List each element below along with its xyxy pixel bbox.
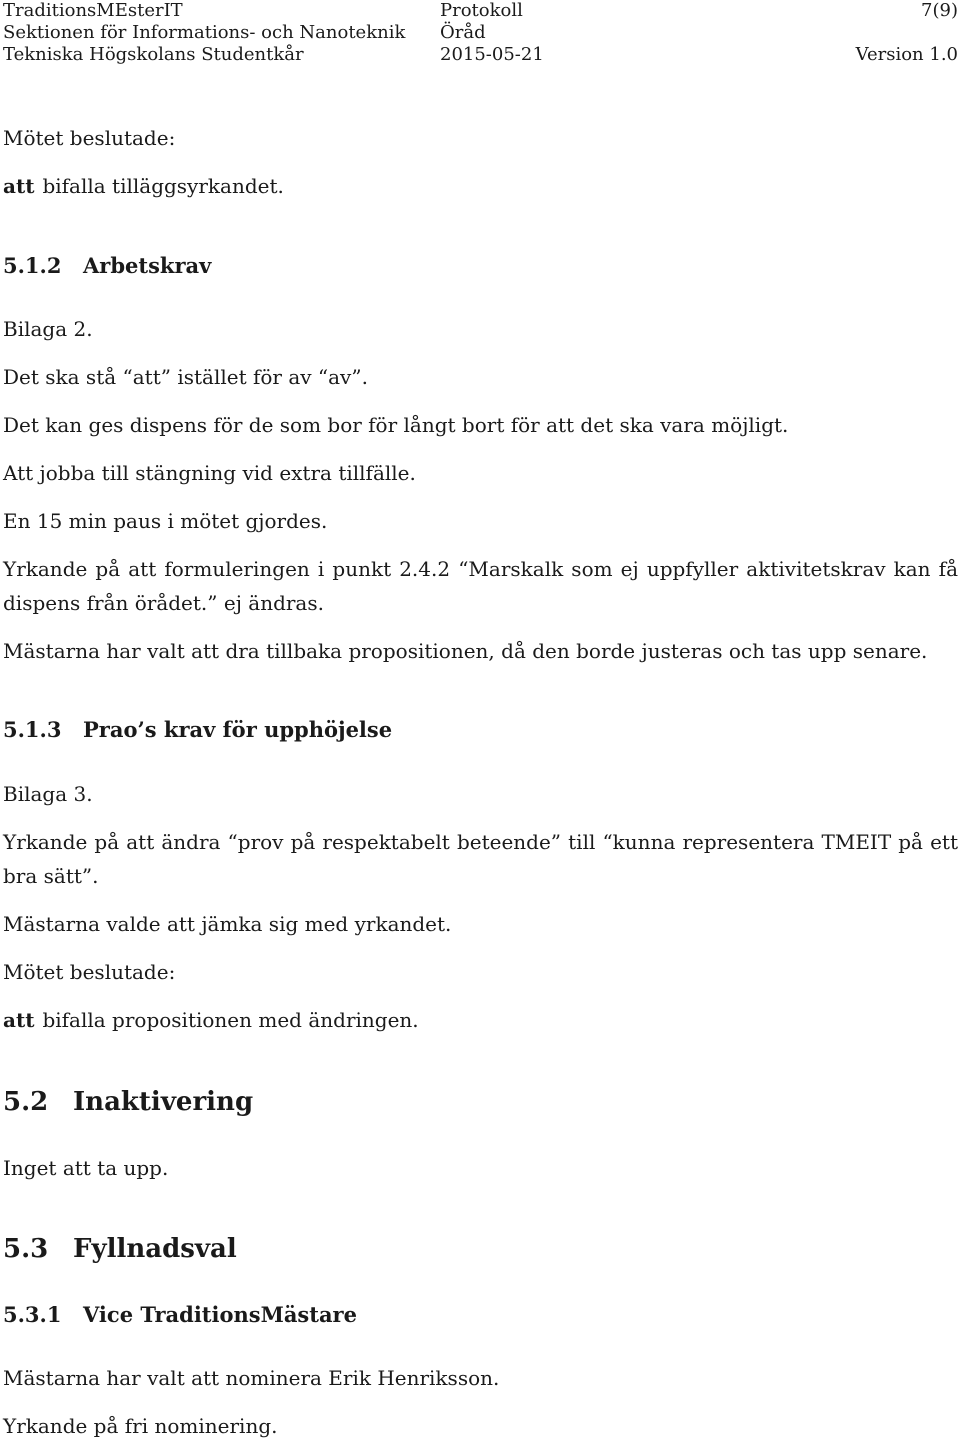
paragraph: Yrkande på fri nominering. — [3, 1414, 278, 1438]
paragraph-attachment: Bilaga 2. — [3, 317, 93, 341]
header-meeting: Öråd — [440, 22, 486, 43]
section-number: 5.1.3 — [3, 717, 62, 742]
paragraph: Mästarna har valt att dra tillbaka propositionen, då den borde justeras och tas upp senare. — [3, 639, 928, 663]
section-heading-5-1-2 — [3, 253, 211, 278]
header-date: 2015-05-21 — [440, 44, 544, 65]
decision-att-keyword: att — [3, 174, 35, 198]
header-section: Sektionen för Informations- och Nanoteknik — [3, 22, 406, 43]
header-page-number: 7(9) — [921, 0, 958, 21]
paragraph: Att jobba till stängning vid extra tillfälle. — [3, 461, 416, 485]
paragraph: Mästarna valde att jämka sig med yrkandet. — [3, 912, 452, 936]
section-heading-5-3 — [3, 1234, 237, 1264]
paragraph-decision-intro: Mötet beslutade: — [3, 960, 176, 984]
header-union: Tekniska Högskolans Studentkår — [3, 44, 304, 65]
paragraph-decision — [3, 169, 958, 203]
paragraph-decision — [3, 1003, 958, 1037]
header-doc-type: Protokoll — [440, 0, 523, 21]
paragraph-motion: Yrkande på att formuleringen i punkt 2.4.2 “Marskalk som ej uppfyller aktivitetskrav kan få dispens från örådet.” ej ändras. — [3, 557, 958, 615]
header-committee: TraditionsMEsterIT — [3, 0, 183, 21]
decision-text: bifalla tilläggsyrkandet. — [42, 174, 284, 198]
section-number: 5.3 — [3, 1234, 49, 1264]
paragraph: Inget att ta upp. — [3, 1156, 169, 1180]
paragraph: En 15 min paus i mötet gjordes. — [3, 509, 328, 533]
paragraph: Det kan ges dispens för de som bor för långt bort för att det ska vara möjligt. — [3, 413, 789, 437]
section-heading-5-1-3 — [3, 717, 392, 742]
section-heading-5-3-1 — [3, 1302, 357, 1327]
section-title: Inaktivering — [73, 1087, 254, 1117]
page-header — [3, 0, 958, 66]
paragraph: Det ska stå “att” istället för av “av”. — [3, 365, 368, 389]
decision-text: bifalla propositionen med ändringen. — [42, 1008, 419, 1032]
paragraph-motion: Yrkande på att ändra “prov på respektabelt beteende” till “kunna representera TMEIT på ett bra sätt”. — [3, 830, 958, 888]
section-heading-5-2 — [3, 1087, 253, 1117]
decision-att-keyword: att — [3, 1008, 35, 1032]
section-title: Prao’s krav för upphöjelse — [83, 717, 393, 742]
paragraph-decision-intro: Mötet beslutade: — [3, 126, 176, 150]
paragraph: Mästarna har valt att nominera Erik Henriksson. — [3, 1366, 500, 1390]
section-number: 5.1.2 — [3, 253, 62, 278]
section-title: Fyllnadsval — [73, 1234, 237, 1264]
paragraph-attachment: Bilaga 3. — [3, 782, 93, 806]
section-number: 5.3.1 — [3, 1302, 62, 1327]
section-number: 5.2 — [3, 1087, 49, 1117]
section-title: Vice TraditionsMästare — [83, 1302, 357, 1327]
header-version: Version 1.0 — [855, 44, 958, 65]
section-title: Arbetskrav — [83, 253, 212, 278]
